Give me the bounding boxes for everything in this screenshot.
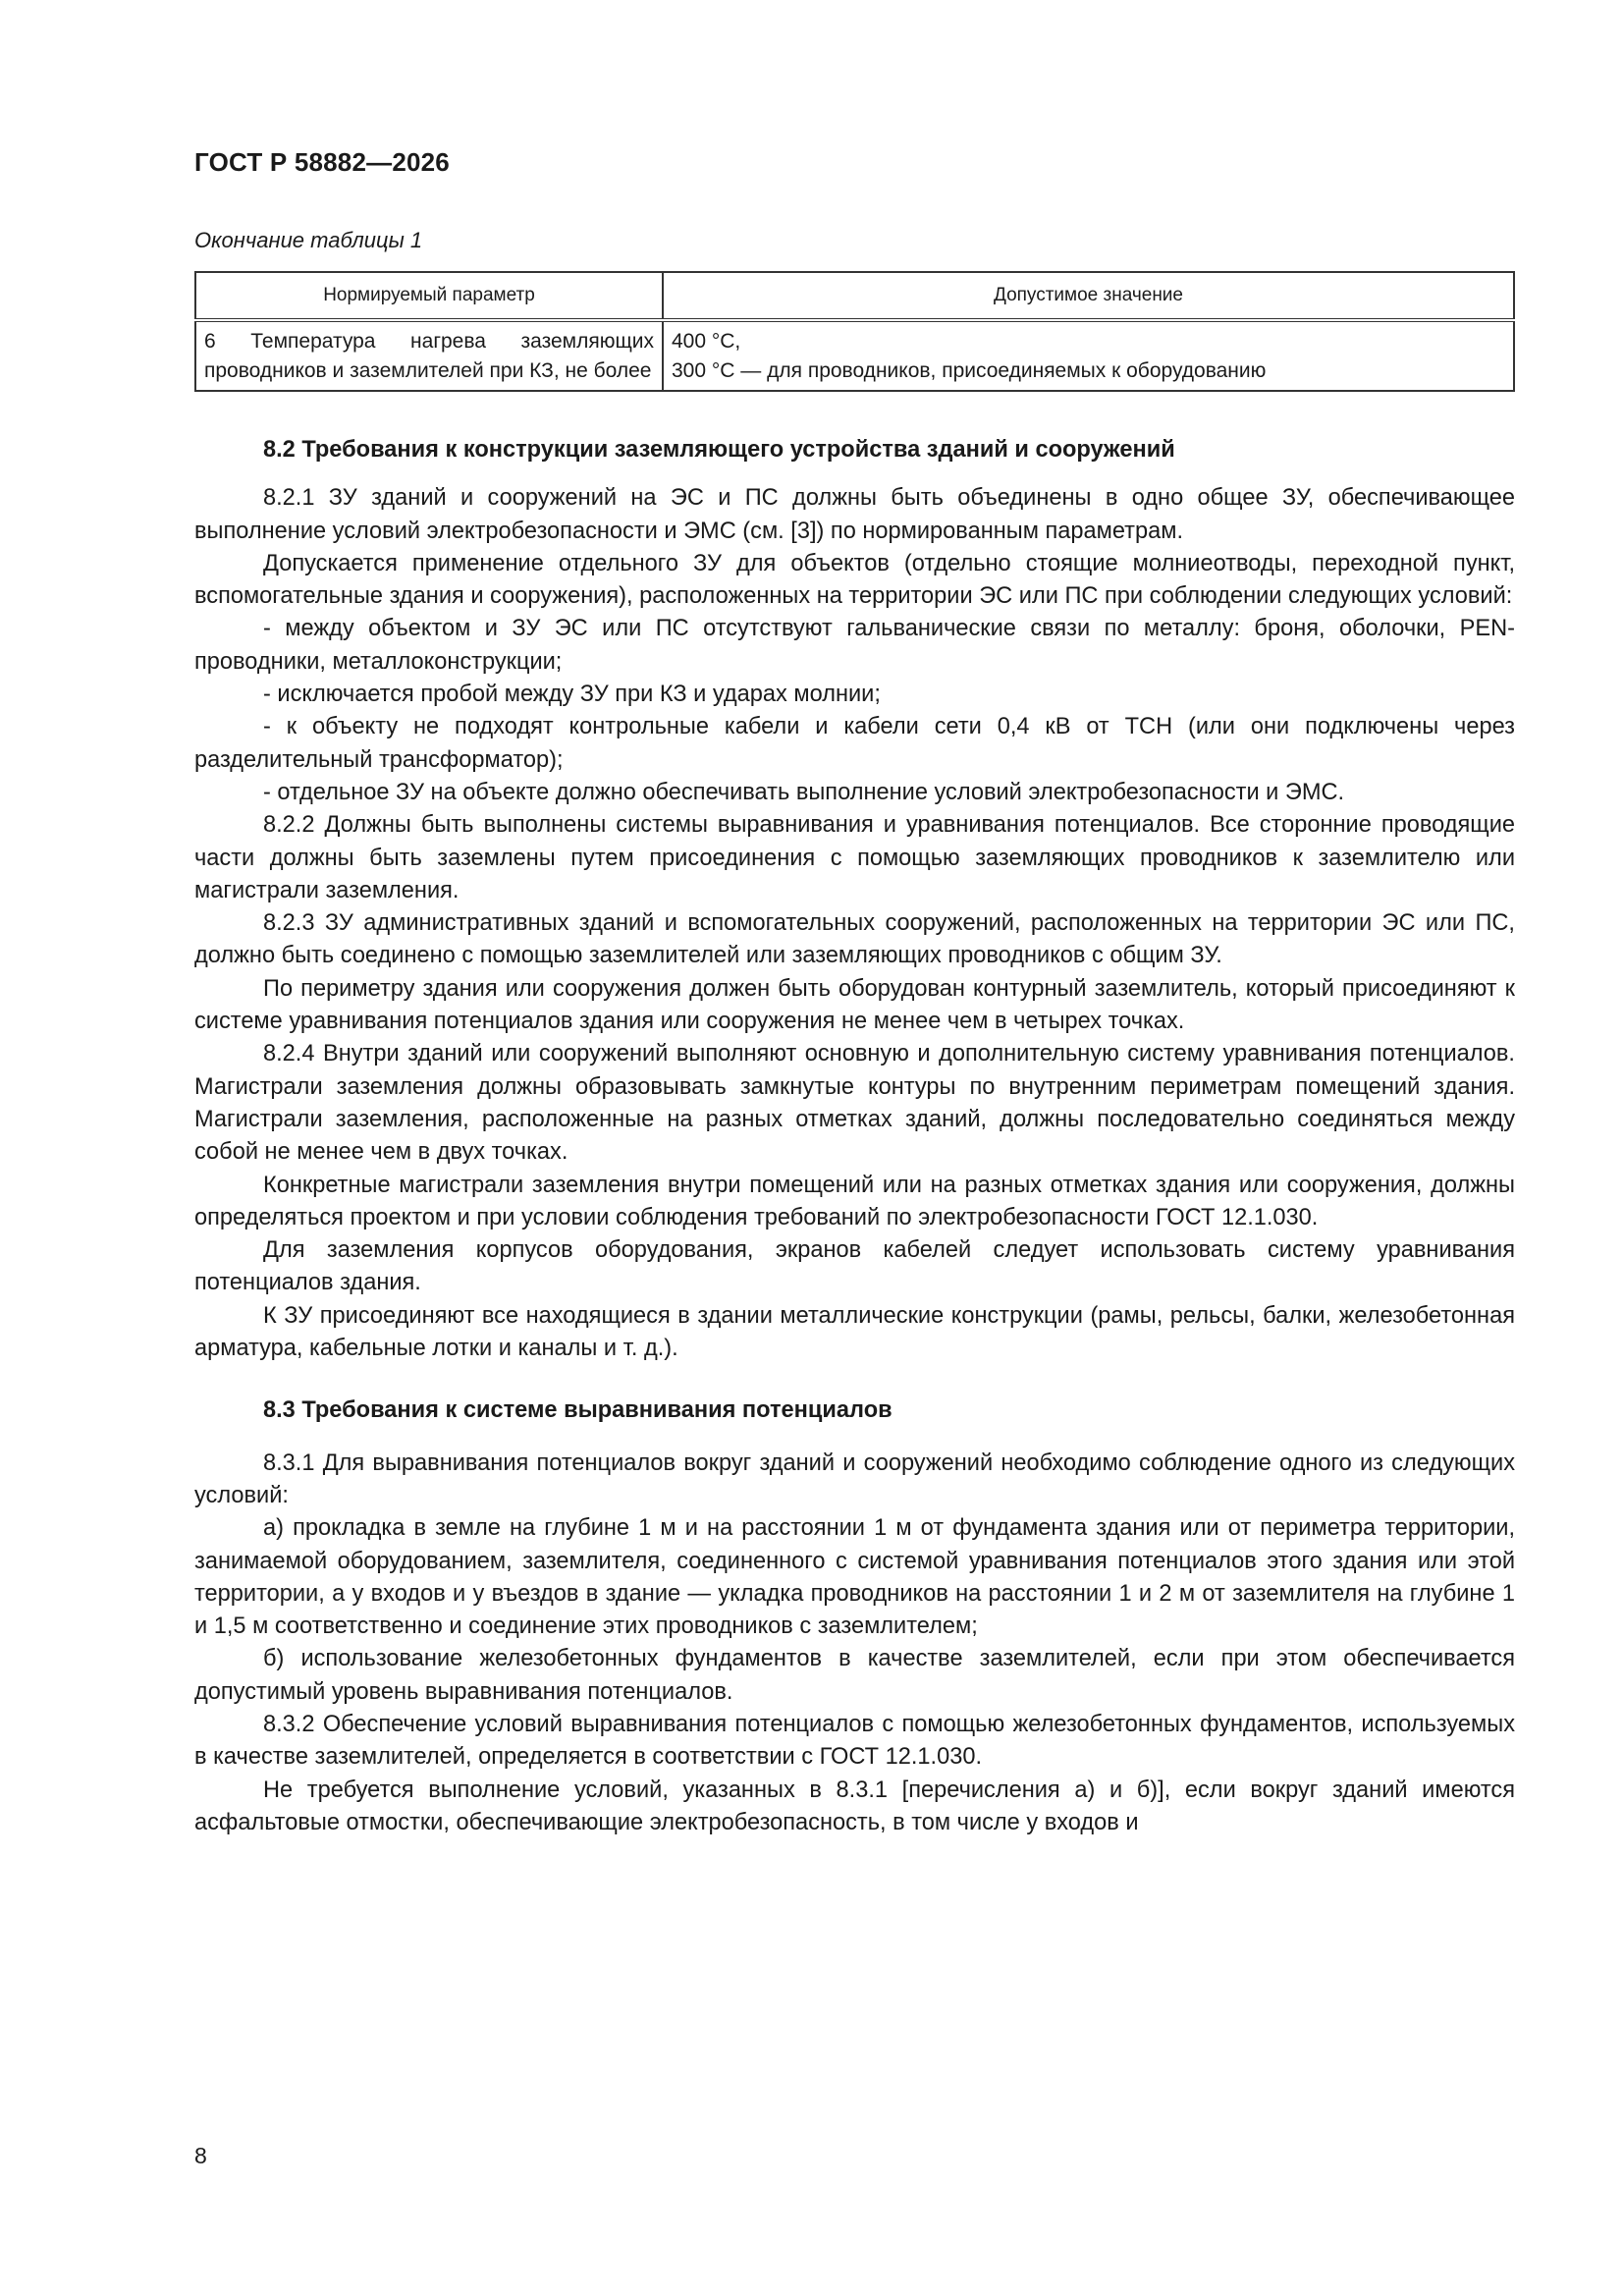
list-item: б) использование железобетонных фундаментов в качестве заземлителей, если при этом обеспечивается допустимый уровень выравнивания потенциалов. (194, 1646, 1515, 1705)
list-item: - отдельное ЗУ на объекте должно обеспечивать выполнение условий электробезопасности и ЭМС. (263, 779, 1345, 805)
value-line: 400 °С, (672, 330, 741, 353)
body-text (194, 434, 1515, 1839)
table-cell-value (663, 320, 1514, 391)
table-header-row (195, 272, 1514, 320)
list-item: - исключается пробой между ЗУ при КЗ и ударах молнии; (263, 682, 881, 708)
paragraph: 8.2.2 Должны быть выполнены системы выравнивания и уравнивания потенциалов. Все сторонние проводящие части должны быть заземлены путем присоединения с помощью заземляющих проводников к заземлителю или магистрали заземления. (194, 812, 1515, 903)
paragraph: 8.2.3 ЗУ административных зданий и вспомогательных сооружений, расположенных на территории ЭС или ПС, должно быть соединено с помощью заземлителей или заземляющих проводников с общим ЗУ. (194, 910, 1515, 969)
paragraph: 8.2.1 ЗУ зданий и сооружений на ЭС и ПС должны быть объединены в одно общее ЗУ, обеспечивающее выполнение условий электробезопасности и ЭМС (см. [3]) по нормированным параметрам. (194, 485, 1515, 544)
section-heading-8-3: 8.3 Требования к системе выравнивания потенциалов (263, 1397, 893, 1424)
table-header-value: Допустимое значение (663, 272, 1514, 320)
list-item: - к объекту не подходят контрольные кабели и кабели сети 0,4 кВ от ТСН (или они подключены через разделительный трансформатор); (194, 714, 1515, 773)
paragraph: Конкретные магистрали заземления внутри помещений или на разных отметках здания или сооружения, должны определяться проектом и при условии соблюдения требований по электробезопасности ГОСТ 12.1.030. (194, 1172, 1515, 1230)
table-header-param: Нормируемый параметр (195, 272, 663, 320)
section-heading-8-2: 8.2 Требования к конструкции заземляющего устройства зданий и сооружений (263, 437, 1175, 463)
list-item: а) прокладка в земле на глубине 1 м и на расстоянии 1 м от фундамента здания или от периметра территории, занимаемой оборудованием, заземлителя, соединенного с системой уравнивания потенциалов этого здания или этой территории, а у входов и у въездов в здание — укладка проводников на расстоянии 1 и 2 м от заземлителя на глубине 1 и 1,5 м соответственно и соединение этих проводников с заземлителем; (194, 1515, 1515, 1640)
table-row (195, 320, 1514, 391)
paragraph: Для заземления корпусов оборудования, экранов кабелей следует использовать систему уравнивания потенциалов здания. (194, 1237, 1515, 1296)
table-caption: Окончание таблицы 1 (194, 228, 423, 252)
document-header: ГОСТ Р 58882—2026 (194, 147, 450, 177)
paragraph: 8.2.4 Внутри зданий или сооружений выполняют основную и дополнительную систему уравнивания потенциалов. Магистрали заземления должны образовывать замкнутые контуры по внутренним периметрам помещений здания. Магистрали заземления, расположенные на разных отметках зданий, должны последовательно соединяться между собой не менее чем в двух точках. (194, 1041, 1515, 1166)
paragraph: По периметру здания или сооружения должен быть оборудован контурный заземлитель, который присоединяют к системе уравнивания потенциалов здания или сооружения не менее чем в четырех точках. (194, 975, 1515, 1035)
paragraph: К ЗУ присоединяют все находящиеся в здании металлические конструкции (рамы, рельсы, балки, железобетонная арматура, кабельные лотки и каналы и т. д.). (194, 1302, 1515, 1362)
parameters-table (194, 271, 1515, 392)
table-cell-param: 6 Температура нагрева заземляющих проводников и заземлителей при КЗ, не более (195, 320, 663, 391)
paragraph: Не требуется выполнение условий, указанных в 8.3.1 [перечисления а) и б)], если вокруг зданий имеются асфальтовые отмостки, обеспечивающие электробезопасность, в том числе у входов и (194, 1777, 1515, 1835)
paragraph: 8.3.2 Обеспечение условий выравнивания потенциалов с помощью железобетонных фундаментов, используемых в качестве заземлителей, определяется в соответствии с ГОСТ 12.1.030. (194, 1711, 1515, 1771)
list-item: - между объектом и ЗУ ЭС или ПС отсутствуют гальванические связи по металлу: броня, оболочки, PEN-проводники, металлоконструкции; (194, 616, 1515, 675)
page-number: 8 (194, 2143, 207, 2168)
value-line: 300 °С — для проводников, присоединяемых к оборудованию (672, 359, 1267, 382)
paragraph: 8.3.1 Для выравнивания потенциалов вокруг зданий и сооружений необходимо соблюдение одного из следующих условий: (194, 1449, 1515, 1508)
paragraph: Допускается применение отдельного ЗУ для объектов (отдельно стоящие молниеотводы, переходной пункт, вспомогательные здания и сооружения), расположенных на территории ЭС или ПС при соблюдении следующих условий: (194, 550, 1515, 610)
